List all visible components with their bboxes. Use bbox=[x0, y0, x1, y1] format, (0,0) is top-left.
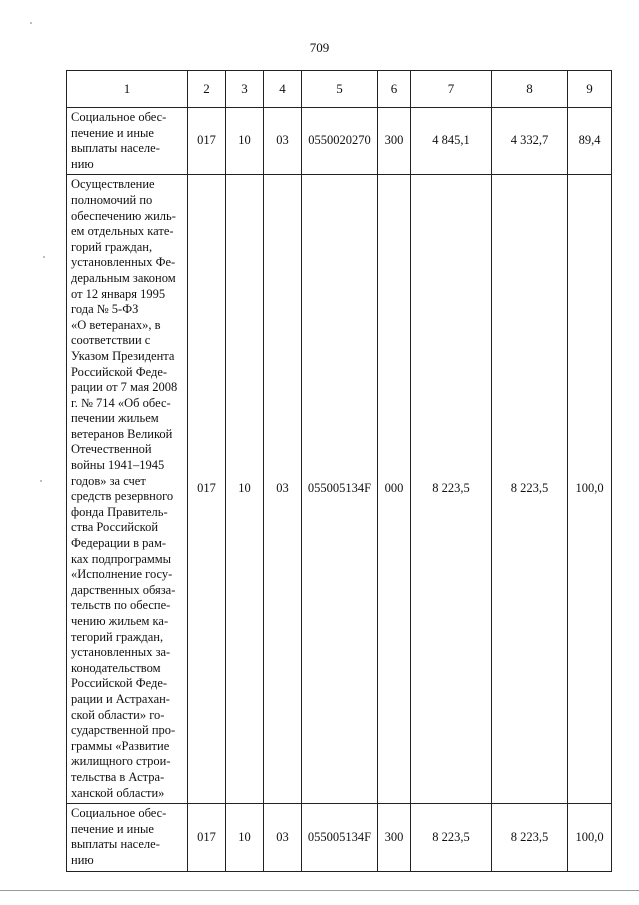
table-cell: 100,0 bbox=[568, 804, 612, 871]
table-cell: 4 332,7 bbox=[492, 108, 568, 175]
column-header: 9 bbox=[568, 71, 612, 108]
scan-speck bbox=[40, 480, 42, 482]
table-header-row bbox=[67, 71, 612, 108]
column-header: 3 bbox=[226, 71, 264, 108]
table-cell: 4 845,1 bbox=[411, 108, 492, 175]
column-header: 5 bbox=[302, 71, 378, 108]
row-name-cell: Социальное обес- печение и иные выплаты населе- нию bbox=[67, 804, 188, 871]
table-cell: 017 bbox=[188, 804, 226, 871]
column-header: 4 bbox=[264, 71, 302, 108]
budget-table bbox=[66, 70, 612, 872]
column-header: 6 bbox=[378, 71, 411, 108]
table-cell: 017 bbox=[188, 108, 226, 175]
table-row bbox=[67, 175, 612, 804]
row-name-cell: Осуществление полномочий по обеспечению жиль- ем отдельных кате- горий граждан, установленных Фе- деральным законом от 12 января 1995 года № 5-ФЗ «О ветеранах», в соответствии с Указом Президента Российской Феде- рации от 7 мая 2008 г. № 714 «Об обес- печении жильем ветеранов Великой Отечественной войны 1941–1945 годов» за счет средств резервного фонда Правитель- ства Российской Федерации в рам- ках подпрограммы «Исполнение госу- дарственных обяза- тельств по обеспе- чению жильем ка- тегорий граждан, установленных за- конодательством Российской Феде- рации и Астрахан- ской области» го- сударственной про- граммы «Развитие жилищного строи- тельства в Астра- ханской области» bbox=[67, 175, 188, 804]
table-cell: 017 bbox=[188, 175, 226, 804]
row-name-cell: Социальное обес- печение и иные выплаты населе- нию bbox=[67, 108, 188, 175]
column-header: 1 bbox=[67, 71, 188, 108]
column-header: 7 bbox=[411, 71, 492, 108]
scan-speck bbox=[43, 256, 45, 258]
table-cell: 0550020270 bbox=[302, 108, 378, 175]
table-cell: 8 223,5 bbox=[492, 804, 568, 871]
table-cell: 10 bbox=[226, 175, 264, 804]
table-cell: 10 bbox=[226, 804, 264, 871]
table-cell: 8 223,5 bbox=[411, 804, 492, 871]
table-cell: 89,4 bbox=[568, 108, 612, 175]
table-cell: 03 bbox=[264, 108, 302, 175]
column-header: 2 bbox=[188, 71, 226, 108]
column-header: 8 bbox=[492, 71, 568, 108]
table-row bbox=[67, 804, 612, 871]
page-number: 709 bbox=[309, 40, 330, 55]
table-cell: 300 bbox=[378, 108, 411, 175]
table-cell: 055005134F bbox=[302, 175, 378, 804]
table-cell: 000 bbox=[378, 175, 411, 804]
table-cell: 300 bbox=[378, 804, 411, 871]
table-cell: 03 bbox=[264, 804, 302, 871]
table-cell: 03 bbox=[264, 175, 302, 804]
scan-speck bbox=[30, 22, 32, 24]
table-cell: 055005134F bbox=[302, 804, 378, 871]
table-cell: 10 bbox=[226, 108, 264, 175]
table-cell: 100,0 bbox=[568, 175, 612, 804]
table-cell: 8 223,5 bbox=[411, 175, 492, 804]
table-cell: 8 223,5 bbox=[492, 175, 568, 804]
table-row bbox=[67, 108, 612, 175]
page-bottom-rule bbox=[0, 890, 639, 891]
